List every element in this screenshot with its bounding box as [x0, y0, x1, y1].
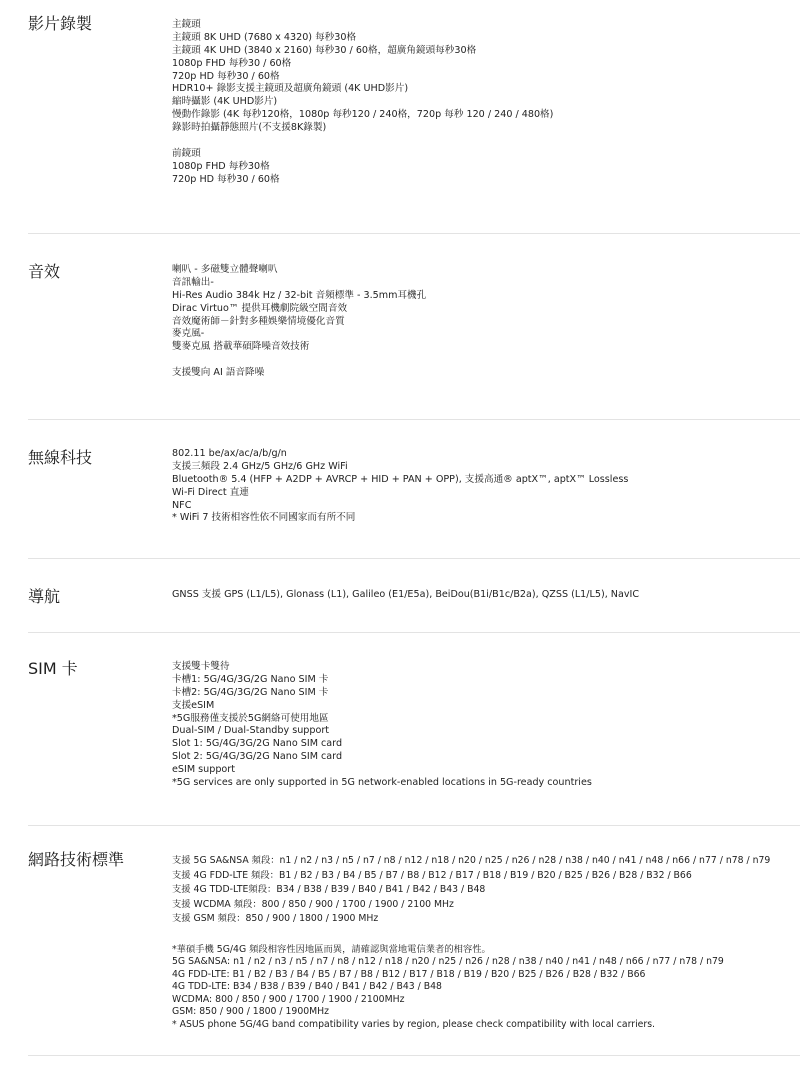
spec-line: 卡槽2: 5G/4G/3G/2G Nano SIM 卡 — [172, 686, 329, 698]
spec-line: 主鏡頭 4K UHD (3840 x 2160) 每秒30 / 60格，超廣角鏡頭每秒30格 — [172, 44, 477, 56]
spec-line: NFC — [172, 499, 192, 511]
spec-line: 錄影時拍攝靜態照片(不支援8K錄製) — [172, 122, 327, 134]
spec-line: Dual-SIM / Dual-Standby support — [172, 725, 330, 737]
spec-line: 720p HD 每秒30 / 60格 — [172, 173, 280, 185]
spec-line: 支援 5G SA&NSA 頻段：n1 / n2 / n3 / n5 / n7 / n8 / n12 / n18 / n20 / n25 / n26 / n28 / n38 / n40 / n41 / n48 / n66 / n77 / n78 / n79 — [172, 855, 771, 866]
section-title: 導航 — [28, 587, 61, 606]
line-gap — [172, 927, 798, 944]
spec-line: *5G服務僅支援於5G網絡可使用地區 — [172, 712, 329, 724]
line-gap — [172, 354, 798, 367]
spec-line: 支援eSIM — [172, 699, 215, 711]
section-body — [172, 448, 798, 525]
section-title: 網路技術標準 — [28, 850, 125, 869]
spec-line: HDR10+ 錄影支援主鏡頭及超廣角鏡頭 (4K UHD影片) — [172, 83, 409, 95]
spec-line: 1080p FHD 每秒30格 — [172, 160, 270, 172]
spec-line: 主鏡頭 8K UHD (7680 x 4320) 每秒30格 — [172, 31, 357, 43]
spec-line: 縮時攝影 (4K UHD影片) — [172, 96, 278, 108]
spec-line: 雙麥克風 搭載華碩降噪音效技術 — [172, 341, 310, 353]
spec-line: 支援雙向 AI 語音降噪 — [172, 367, 265, 379]
spec-line: 喇叭 - 多磁雙立體聲喇叭 — [172, 264, 278, 275]
section-title: SIM 卡 — [28, 659, 78, 678]
spec-line: 卡槽1: 5G/4G/3G/2G Nano SIM 卡 — [172, 673, 329, 685]
spec-line: 麥克風- — [172, 328, 205, 340]
spec-line: GNSS 支援 GPS (L1/L5), Glonass (L1), Galileo (E1/E5a), BeiDou(B1i/B1c/B2a), QZSS (L1/L5), NavIC — [172, 589, 640, 600]
spec-line: * WiFi 7 技術相容性依不同國家而有所不同 — [172, 512, 356, 524]
spec-line: 1080p FHD 每秒30 / 60格 — [172, 57, 292, 69]
spec-line: *5G services are only supported in 5G network-enabled locations in 5G-ready countries — [172, 777, 592, 789]
spec-line: * ASUS phone 5G/4G band compatibility varies by region, please check compatibility with local carriers. — [172, 1018, 656, 1030]
spec-line: 802.11 be/ax/ac/a/b/g/n — [172, 448, 287, 459]
section-body — [172, 264, 798, 380]
spec-line: *華碩手機 5G/4G 頻段相容性因地區而異，請確認與當地電信業者的相容性。 — [172, 943, 491, 955]
section-body — [172, 661, 798, 790]
section-divider — [28, 825, 800, 826]
spec-line: Dirac Virtuo™ 提供耳機劇院級空間音效 — [172, 302, 348, 314]
spec-line: Wi-Fi Direct 直連 — [172, 486, 249, 498]
spec-line: 音訊輸出- — [172, 276, 214, 288]
section-title: 影片錄製 — [28, 14, 93, 33]
section-body — [172, 19, 798, 187]
section-title: 音效 — [28, 262, 61, 281]
spec-line: 支援 4G FDD-LTE 頻段：B1 / B2 / B3 / B4 / B5 / B7 / B8 / B12 / B17 / B18 / B19 / B20 / B25 / B26 / B28 / B32 / B66 — [172, 869, 692, 881]
spec-line: GSM: 850 / 900 / 1800 / 1900MHz — [172, 1006, 330, 1017]
spec-line: 4G TDD-LTE: B34 / B38 / B39 / B40 / B41 / B42 / B43 / B48 — [172, 981, 442, 992]
spec-line: 5G SA&NSA: n1 / n2 / n3 / n5 / n7 / n8 / n12 / n18 / n20 / n25 / n26 / n28 / n38 / n40 / n41 / n48 / n66 / n77 / n78 / n79 — [172, 956, 724, 967]
spec-line: 支援三頻段 2.4 GHz/5 GHz/6 GHz WiFi — [172, 460, 348, 472]
line-gap — [172, 135, 798, 148]
spec-line: 音效魔術師－針對多種娛樂情境優化音質 — [172, 315, 345, 327]
spec-line: 720p HD 每秒30 / 60格 — [172, 70, 280, 82]
section-divider — [28, 558, 800, 559]
spec-line: Slot 2: 5G/4G/3G/2G Nano SIM card — [172, 751, 343, 763]
spec-line: 前鏡頭 — [172, 147, 201, 159]
spec-line: 慢動作錄影 (4K 每秒120格，1080p 每秒120 / 240格，720p 每秒 120 / 240 / 480格) — [172, 109, 554, 121]
spec-line: Slot 1: 5G/4G/3G/2G Nano SIM card — [172, 738, 343, 750]
spec-line: 支援 4G TDD-LTE頻段：B34 / B38 / B39 / B40 / B41 / B42 / B43 / B48 — [172, 884, 486, 895]
spec-line: WCDMA: 800 / 850 / 900 / 1700 / 1900 / 2100MHz — [172, 993, 405, 1005]
spec-line: 4G FDD-LTE: B1 / B2 / B3 / B4 / B5 / B7 / B8 / B12 / B17 / B18 / B19 / B20 / B25 / B26 / B28 / B32 / B66 — [172, 968, 646, 980]
section-title: 無線科技 — [28, 448, 93, 467]
spec-line: eSIM support — [172, 764, 235, 776]
section-divider — [28, 233, 800, 234]
section-divider — [28, 632, 800, 633]
spec-line: Hi-Res Audio 384k Hz / 32-bit 音頻標準 - 3.5mm耳機孔 — [172, 289, 427, 301]
spec-line: 支援 GSM 頻段：850 / 900 / 1800 / 1900 MHz — [172, 913, 379, 924]
spec-line: 支援 WCDMA 頻段：800 / 850 / 900 / 1700 / 1900 / 2100 MHz — [172, 898, 454, 910]
section-divider — [28, 1055, 800, 1056]
spec-line: Bluetooth® 5.4 (HFP + A2DP + AVRCP + HID + PAN + OPP), 支援高通® aptX™, aptX™ Lossless — [172, 473, 629, 485]
spec-line: 支援雙卡雙待 — [172, 661, 230, 672]
spec-line: 主鏡頭 — [172, 19, 201, 30]
section-body — [172, 854, 798, 1031]
section-body — [172, 589, 798, 602]
section-divider — [28, 419, 800, 420]
